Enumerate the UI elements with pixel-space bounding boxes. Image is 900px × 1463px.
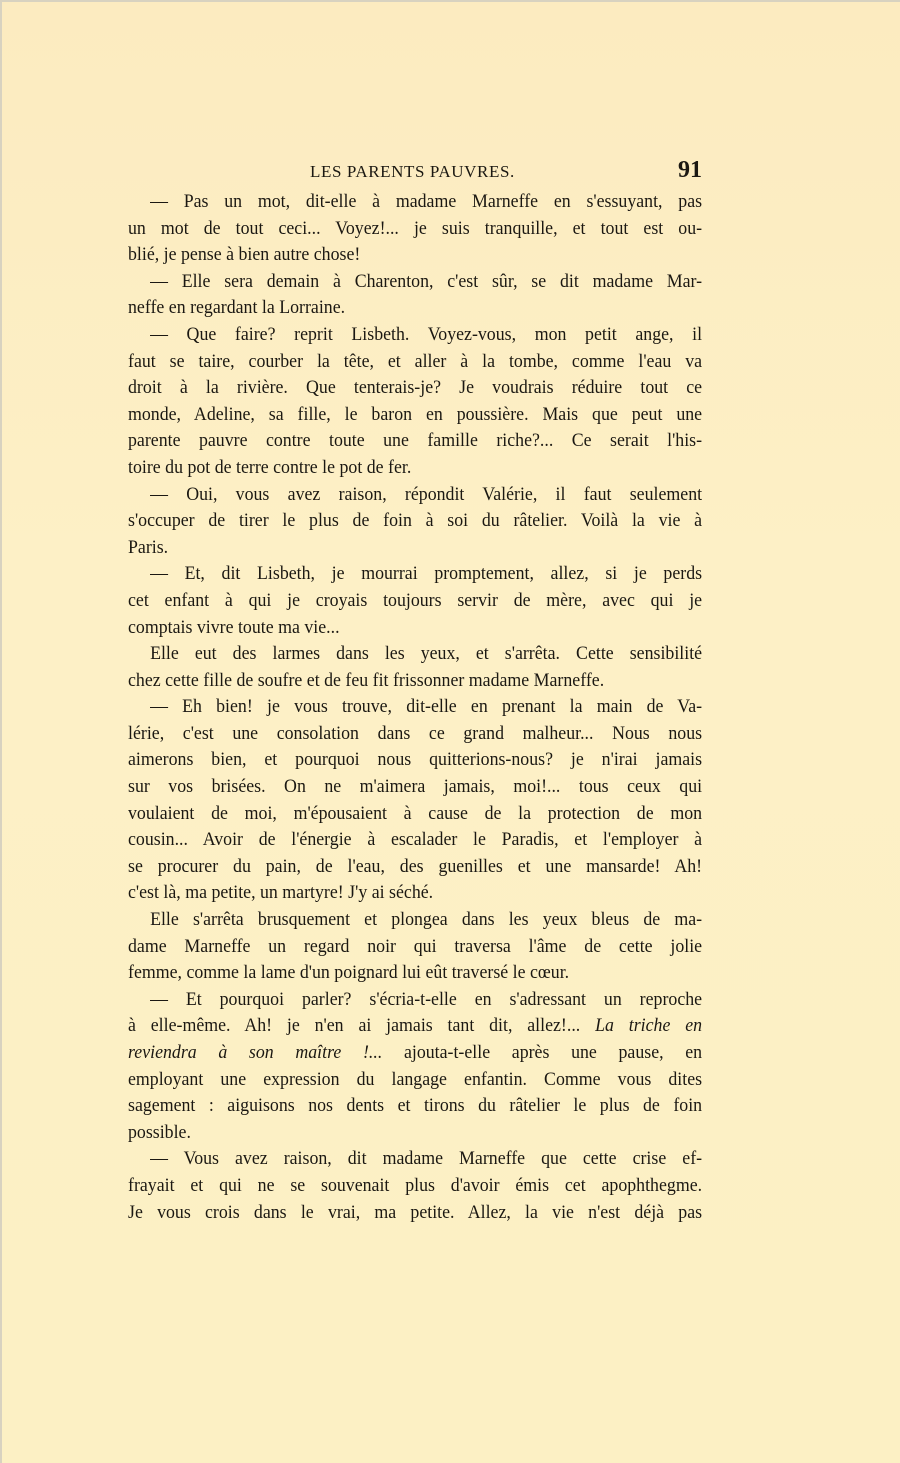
text-line: sur vos brisées. On ne m'aimera jamais, moi!... tous ceux qui — [128, 776, 703, 798]
text-line: — Oui, vous avez raison, répondit Valérie, il faut seulement — [150, 483, 703, 505]
text-line: comptais vivre toute ma vie... — [128, 616, 340, 638]
text-line: sagement : aiguisons nos dents et tirons du râtelier le plus de foin — [128, 1095, 703, 1117]
text-line: — Elle sera demain à Charenton, c'est sûr, se dit madame Mar- — [150, 270, 703, 292]
text-line: chez cette fille de soufre et de feu fit frissonner madame Marneffe. — [128, 669, 605, 691]
text-line: — Pas un mot, dit-elle à madame Marneffe en s'essuyant, pas — [150, 191, 703, 212]
text-line: cet enfant à qui je croyais toujours servir de mère, avec qui je — [128, 589, 703, 611]
text-line — [128, 1040, 702, 1067]
text-line: employant une expression du langage enfantin. Comme vous dites — [128, 1068, 703, 1090]
text-line: lérie, c'est une consolation dans ce grand malheur... Nous nous — [128, 722, 703, 744]
page-number: 91 — [678, 157, 702, 183]
text-span: ajouta-t-elle après une pause, en — [382, 1042, 703, 1063]
text-line: femme, comme la lame d'un poignard lui eût traversé le cœur. — [128, 962, 570, 984]
text-line: toire du pot de terre contre le pot de fer. — [128, 456, 412, 478]
text-line: possible. — [128, 1121, 191, 1143]
text-line: Paris. — [128, 536, 169, 558]
text-line: voulaient de moi, m'épousaient à cause de la protection de mon — [128, 802, 703, 824]
text-line: Je vous crois dans le vrai, ma petite. Allez, la vie n'est déjà pas — [128, 1201, 703, 1223]
text-line: parente pauvre contre toute une famille riche?... Ce serait l'his- — [128, 430, 703, 452]
text-line: dame Marneffe un regard noir qui traversa l'âme de cette jolie — [128, 935, 703, 957]
text-line: — Que faire? reprit Lisbeth. Voyez-vous, mon petit ange, il — [150, 323, 703, 345]
text-line: — Et pourquoi parler? s'écria-t-elle en s'adressant un reproche — [150, 988, 703, 1010]
text-line: aimerons bien, et pourquoi nous quitterions-nous? je n'irai jamais — [128, 749, 703, 771]
text-line: — Eh bien! je vous trouve, dit-elle en prenant la main de Va- — [150, 696, 703, 718]
text-line: — Vous avez raison, dit madame Marneffe que cette crise ef- — [150, 1148, 703, 1170]
text-line: faut se taire, courber la tête, et aller à la tombe, comme l'eau va — [128, 350, 703, 372]
text-line: Elle s'arrêta brusquement et plongea dans les yeux bleus de ma- — [150, 909, 703, 931]
text-line: c'est là, ma petite, un martyre! J'y ai séché. — [128, 882, 434, 904]
text-span: à elle-même. Ah! je n'en ai jamais tant dit, allez!... — [128, 1015, 596, 1037]
italic-phrase: reviendra à son maître !... — [128, 1042, 383, 1063]
text-line: frayait et qui ne se souvenait plus d'avoir émis cet apophthegme. — [128, 1174, 703, 1196]
text-line: se procurer du pain, de l'eau, des guenilles et une mansarde! Ah! — [128, 855, 703, 877]
text-line: droit à la rivière. Que tenterais-je? Je voudrais réduire tout ce — [128, 377, 703, 399]
text-line: s'occuper de tirer le plus de foin à soi du râtelier. Voilà la vie à — [128, 510, 703, 532]
page-header — [128, 157, 702, 185]
text-line — [128, 1013, 702, 1040]
text-line: blié, je pense à bien autre chose! — [128, 244, 361, 266]
text-line: — Et, dit Lisbeth, je mourrai promptement, allez, si je perds — [150, 563, 703, 585]
text-line: monde, Adeline, sa fille, le baron en poussière. Mais que peut une — [128, 403, 703, 425]
text-line: cousin... Avoir de l'énergie à escalader le Paradis, et l'employer à — [128, 829, 703, 851]
text-line: un mot de tout ceci... Voyez!... je suis tranquille, et tout est ou- — [128, 217, 703, 239]
text-line: neffe en regardant la Lorraine. — [128, 297, 346, 319]
italic-phrase: La triche en — [595, 1015, 703, 1037]
body-text — [128, 189, 702, 1226]
text-line: Elle eut des larmes dans les yeux, et s'arrêta. Cette sensibilité — [150, 643, 703, 665]
running-title: LES PARENTS PAUVRES. — [310, 162, 515, 181]
